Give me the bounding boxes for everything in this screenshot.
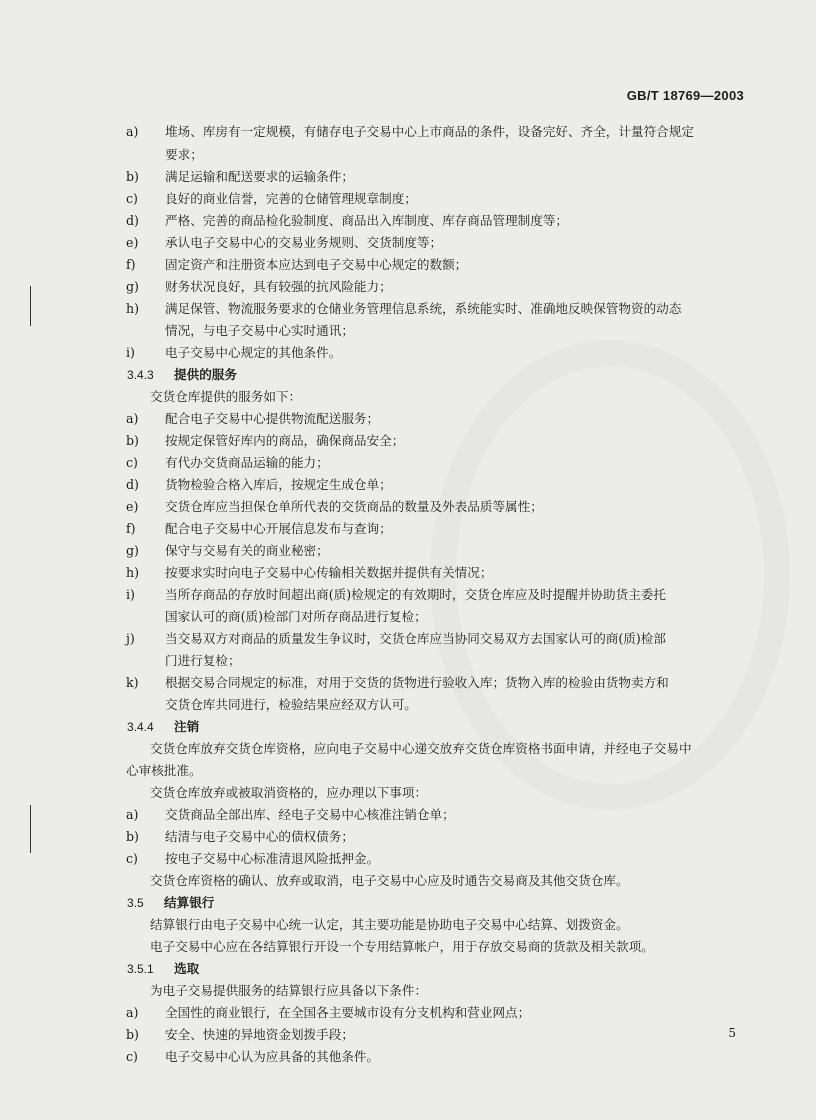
item-label: b) (126, 433, 139, 448)
item-text: 货物检验合格入库后，按规定生成仓单； (165, 477, 392, 492)
item-label: c) (126, 455, 138, 470)
item-text: 门进行复检； (165, 653, 241, 668)
item-text: 交货仓库应当担保仓单所代表的交货商品的数量及外表品质等属性； (165, 499, 543, 514)
item-text: 安全、快速的异地资金划拨手段； (165, 1027, 354, 1042)
paragraph-text: 心审核批准。 (126, 763, 202, 778)
document-code: GB/T 18769—2003 (626, 88, 744, 103)
item-text: 固定资产和注册资本应达到电子交易中心规定的数额； (165, 257, 468, 272)
item-label: a) (126, 807, 139, 822)
item-label: g) (126, 279, 139, 294)
item-text: 财务状况良好，具有较强的抗风险能力； (165, 279, 392, 294)
item-label: g) (126, 543, 139, 558)
item-label: d) (126, 213, 139, 228)
section-title: 结算银行 (164, 895, 215, 910)
item-text: 全国性的商业银行，在全国各主要城市设有分支机构和营业网点； (165, 1005, 531, 1020)
section-title: 提供的服务 (174, 367, 237, 382)
item-text: 配合电子交易中心提供物流配送服务； (165, 411, 380, 426)
item-label: j) (126, 631, 135, 646)
item-text: 要求； (165, 147, 203, 162)
item-text: 情况，与电子交易中心实时通讯； (165, 323, 354, 338)
item-text: 根据交易合同规定的标准，对用于交货的货物进行验收入库；货物入库的检验由货物卖方和 (165, 675, 669, 690)
item-label: e) (126, 499, 139, 514)
page-number: 5 (728, 1026, 736, 1040)
item-text: 严格、完善的商品检化验制度、商品出入库制度、库存商品管理制度等； (165, 213, 568, 228)
item-text: 电子交易中心认为应具备的其他条件。 (165, 1049, 380, 1064)
section-number: 3.4.4 (127, 720, 154, 734)
binding-mark (30, 805, 39, 853)
item-text: 国家认可的商(质)检部门对所存商品进行复检； (165, 609, 427, 624)
paragraph-text: 交货仓库资格的确认、放弃或取消，电子交易中心应及时通告交易商及其他交货仓库。 (150, 873, 629, 888)
paragraph-text: 电子交易中心应在各结算银行开设一个专用结算帐户，用于存放交易商的货款及相关款项。 (150, 939, 654, 954)
item-text: 当交易双方对商品的质量发生争议时，交货仓库应当协同交易双方去国家认可的商(质)检部 (165, 631, 666, 646)
item-label: k) (126, 675, 139, 690)
item-label: h) (126, 565, 140, 580)
item-label: e) (126, 235, 139, 250)
paragraph-text: 结算银行由电子交易中心统一认定，其主要功能是协助电子交易中心结算、划拨资金。 (150, 917, 629, 932)
section-title: 选取 (174, 961, 200, 976)
item-text: 交货仓库共同进行，检验结果应经双方认可。 (165, 697, 417, 712)
section-title: 注销 (174, 719, 200, 734)
paragraph-text: 交货仓库放弃或被取消资格的，应办理以下事项： (150, 785, 428, 800)
item-text: 配合电子交易中心开展信息发布与查询； (165, 521, 392, 536)
item-text: 满足保管、物流服务要求的仓储业务管理信息系统，系统能实时、准确地反映保管物资的动态 (165, 301, 682, 316)
item-label: i) (126, 345, 135, 360)
paragraph-text: 为电子交易提供服务的结算银行应具备以下条件： (150, 983, 428, 998)
paragraph-text: 交货仓库提供的服务如下： (150, 389, 302, 404)
binding-mark (30, 286, 39, 326)
item-label: a) (126, 124, 139, 139)
paragraph-text: 交货仓库放弃交货仓库资格，应向电子交易中心递交放弃交货仓库资格书面申请，并经电子交易中 (150, 741, 692, 756)
item-label: h) (126, 301, 140, 316)
item-text: 按电子交易中心标准清退风险抵押金。 (165, 851, 380, 866)
item-label: i) (126, 587, 135, 602)
item-text: 结清与电子交易中心的债权债务； (165, 829, 354, 844)
item-text: 堆场、库房有一定规模，有储存电子交易中心上市商品的条件，设备完好、齐全，计量符合规定 (165, 124, 694, 139)
item-label: d) (126, 477, 139, 492)
section-number: 3.5 (127, 896, 144, 910)
item-text: 良好的商业信誉，完善的仓储管理规章制度； (165, 191, 417, 206)
item-label: b) (126, 169, 139, 184)
item-text: 按要求实时向电子交易中心传输相关数据并提供有关情况； (165, 565, 493, 580)
item-text: 满足运输和配送要求的运输条件； (165, 169, 354, 184)
item-label: b) (126, 1027, 139, 1042)
item-text: 承认电子交易中心的交易业务规则、交货制度等； (165, 235, 443, 250)
item-label: f) (126, 521, 136, 536)
item-text: 电子交易中心规定的其他条件。 (165, 345, 342, 360)
item-label: c) (126, 851, 138, 866)
item-text: 保守与交易有关的商业秘密； (165, 543, 329, 558)
item-text: 有代办交货商品运输的能力； (165, 455, 329, 470)
item-text: 交货商品全部出库、经电子交易中心核准注销仓单； (165, 807, 455, 822)
item-label: c) (126, 191, 138, 206)
section-number: 3.4.3 (127, 368, 154, 382)
item-label: a) (126, 411, 139, 426)
section-number: 3.5.1 (127, 962, 154, 976)
item-text: 按规定保管好库内的商品，确保商品安全； (165, 433, 405, 448)
item-label: b) (126, 829, 139, 844)
item-label: f) (126, 257, 136, 272)
item-label: c) (126, 1049, 138, 1064)
item-label: a) (126, 1005, 139, 1020)
item-text: 当所存商品的存放时间超出商(质)检规定的有效期时，交货仓库应及时提醒并协助货主委托 (165, 587, 666, 602)
